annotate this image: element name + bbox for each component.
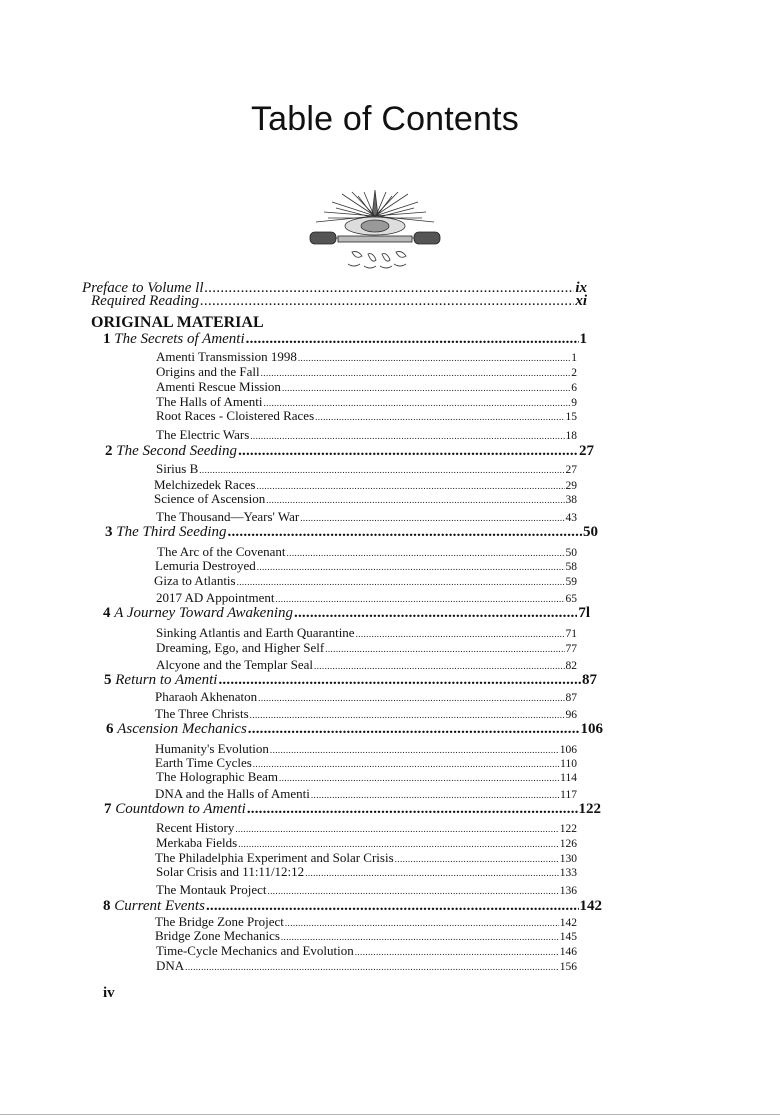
page-number: 6 [571, 382, 577, 394]
dot-leader [294, 605, 577, 622]
page-number: ix [575, 280, 587, 296]
page-number: 15 [565, 411, 577, 423]
dot-leader [238, 835, 559, 851]
page-number: 38 [565, 494, 577, 506]
toc-entry [156, 379, 577, 395]
dot-leader [185, 958, 559, 974]
entry-title: The Thousand—Years' War [156, 509, 300, 524]
chapter-title: The Secrets of Amenti [114, 331, 245, 347]
dot-leader [300, 509, 564, 525]
page-number: 71 [565, 628, 577, 640]
section-heading: ORIGINAL MATERIAL [91, 314, 264, 331]
page-number: 43 [565, 512, 577, 524]
toc-entry [156, 820, 577, 836]
page-number: 142 [559, 917, 577, 929]
page-number: 87 [565, 692, 577, 704]
entry-title: The Halls of Amenti [156, 394, 263, 409]
toc-entry [156, 364, 577, 380]
entry-title: Amenti Transmission 1998 [156, 349, 297, 364]
page-number: 126 [559, 838, 577, 850]
page-number: 142 [579, 898, 602, 914]
toc-entry [156, 640, 577, 656]
page-number: 9 [571, 397, 577, 409]
chapter-number: 4 [103, 605, 111, 621]
page-number: 59 [565, 576, 577, 588]
dot-leader [279, 769, 559, 785]
toc-entry [156, 461, 577, 477]
page-number: 2 [571, 367, 577, 379]
page-number: 82 [565, 660, 577, 672]
chapter-title: The Second Seeding [116, 443, 238, 459]
entry-title: Giza to Atlantis [154, 573, 236, 588]
entry-title: Merkaba Fields [156, 835, 238, 850]
bottom-rule [0, 1114, 780, 1115]
page-number: xi [575, 293, 587, 309]
dot-leader [282, 379, 570, 395]
page-number: 117 [560, 789, 577, 801]
dot-leader [250, 427, 564, 443]
page-number: 130 [559, 853, 577, 865]
toc-entry [154, 573, 577, 589]
entry-title: Pharaoh Akhenaton [155, 689, 258, 704]
footer-page-number: iv [103, 985, 115, 1001]
entry-title: Amenti Rescue Mission [156, 379, 281, 394]
toc-entry [156, 408, 577, 424]
chapter-title: Return to Amenti [115, 672, 218, 688]
dot-leader [206, 898, 579, 915]
dot-leader [356, 625, 565, 641]
page-number: 136 [559, 885, 577, 897]
dot-leader [248, 721, 580, 738]
page-number: 27 [579, 443, 594, 459]
dot-leader [257, 558, 565, 574]
front-matter-required-reading [91, 293, 587, 310]
dot-leader [235, 820, 558, 836]
page-number: 1 [579, 331, 587, 347]
entry-title: Sinking Atlantis and Earth Quarantine [156, 625, 355, 640]
dot-leader [228, 524, 582, 541]
entry-title: 2017 AD Appointment [156, 590, 275, 605]
entry-title: Preface to Volume ll [82, 280, 204, 296]
toc-entry [155, 706, 577, 722]
toc-entry [154, 491, 577, 507]
page-number: 106 [559, 744, 577, 756]
toc-entry [156, 943, 577, 959]
chapter-title: The Third Seeding [116, 524, 227, 540]
toc-entry [156, 625, 577, 641]
dot-leader [258, 689, 564, 705]
dot-leader [238, 443, 578, 460]
dot-leader [218, 672, 581, 689]
entry-title: The Electric Wars [156, 427, 250, 442]
page-number: 156 [559, 961, 577, 973]
toc-entry [156, 590, 577, 606]
entry-title: Required Reading [91, 293, 200, 309]
dot-leader [275, 590, 564, 606]
toc-entry [155, 786, 577, 802]
page-number: 58 [565, 561, 577, 573]
chapter-number: 5 [104, 672, 112, 688]
entry-title: The Philadelphia Experiment and Solar Crisis [155, 850, 394, 865]
toc-entry [156, 864, 577, 880]
page-number: 77 [565, 643, 577, 655]
page-number: 18 [565, 430, 577, 442]
entry-title: DNA and the Halls of Amenti [155, 786, 310, 801]
entry-title: The Bridge Zone Project [155, 914, 284, 929]
dot-leader [247, 801, 578, 818]
page-number: 87 [582, 672, 597, 688]
toc-entry [155, 689, 577, 705]
chapter-heading [106, 721, 603, 738]
chapter-heading [103, 331, 587, 348]
entry-title: Lemuria Destroyed [155, 558, 256, 573]
toc-entry [155, 558, 577, 574]
chapter-number: 8 [103, 898, 111, 914]
chapter-heading [103, 898, 602, 915]
chapter-heading [105, 524, 598, 541]
toc-entry [156, 769, 577, 785]
entry-title: Time-Cycle Mechanics and Evolution [156, 943, 354, 958]
dot-leader [305, 864, 559, 880]
page-title: Table of Contents [250, 100, 519, 138]
entry-title: Alcyone and the Templar Seal [156, 657, 313, 672]
page-number: 50 [583, 524, 598, 540]
page-number: 50 [565, 547, 577, 559]
dot-leader [281, 928, 559, 944]
dot-leader [266, 491, 564, 507]
entry-title: Humanity's Evolution [155, 741, 269, 756]
page-number: 114 [560, 772, 577, 784]
page-number: 106 [580, 721, 603, 737]
chapter-number: 3 [105, 524, 113, 540]
page-number: 27 [565, 464, 577, 476]
dot-leader [311, 786, 559, 802]
entry-title: Bridge Zone Mechanics [155, 928, 280, 943]
page-number: 122 [559, 823, 577, 835]
entry-title: Origins and the Fall [156, 364, 260, 379]
toc-entry [156, 882, 577, 898]
page-number: 146 [559, 946, 577, 958]
dot-leader [314, 657, 565, 673]
dot-leader [237, 573, 565, 589]
entry-title: Recent History [156, 820, 235, 835]
entry-title: DNA [156, 958, 185, 973]
chapter-heading [104, 672, 597, 689]
chapter-title: Ascension Mechanics [117, 721, 247, 737]
entry-title: Earth Time Cycles [155, 755, 252, 770]
entry-title: The Holographic Beam [156, 769, 279, 784]
chapter-number: 1 [103, 331, 111, 347]
entry-title: Science of Ascension [154, 491, 266, 506]
page-number: 7l [578, 605, 590, 621]
page-number: 96 [565, 709, 577, 721]
dot-leader [325, 640, 564, 656]
dot-leader [267, 882, 558, 898]
toc-entry [156, 349, 577, 365]
entry-title: The Three Christs [155, 706, 249, 721]
page-number: 29 [565, 480, 577, 492]
entry-title: The Arc of the Covenant [157, 544, 286, 559]
toc-entry [156, 427, 577, 443]
page-number: 65 [565, 593, 577, 605]
toc-entry [155, 928, 577, 944]
chapter-number: 7 [104, 801, 112, 817]
chapter-number: 2 [105, 443, 113, 459]
entry-title: The Montauk Project [156, 882, 267, 897]
toc-entry [156, 509, 577, 525]
dot-leader [298, 349, 570, 365]
chapter-title: Current Events [114, 898, 205, 914]
winged-sun-disc-emblem-icon [302, 186, 448, 274]
dot-leader [250, 706, 565, 722]
entry-title: Melchizedek Races [154, 477, 256, 492]
chapter-number: 6 [106, 721, 114, 737]
page-number: 1 [571, 352, 577, 364]
dot-leader [199, 461, 564, 477]
chapter-heading [104, 801, 601, 818]
page-number: 133 [559, 867, 577, 879]
dot-leader [200, 293, 574, 310]
dot-leader [355, 943, 559, 959]
chapter-heading [105, 443, 594, 460]
toc-entry [156, 958, 577, 974]
page-number: 145 [559, 931, 577, 943]
page-number: 110 [560, 758, 577, 770]
entry-title: Solar Crisis and 11:11/12:12 [156, 864, 305, 879]
dot-leader [261, 364, 571, 380]
toc-entry [156, 657, 577, 673]
chapter-title: A Journey Toward Awakening [114, 605, 294, 621]
entry-title: Root Races - Cloistered Races [156, 408, 315, 423]
dot-leader [315, 408, 564, 424]
entry-title: Sirius B [156, 461, 199, 476]
chapter-title: Countdown to Amenti [115, 801, 246, 817]
page-number: 122 [578, 801, 601, 817]
chapter-heading [103, 605, 590, 622]
dot-leader [246, 331, 579, 348]
toc-entry [156, 835, 577, 851]
entry-title: Dreaming, Ego, and Higher Self [156, 640, 325, 655]
